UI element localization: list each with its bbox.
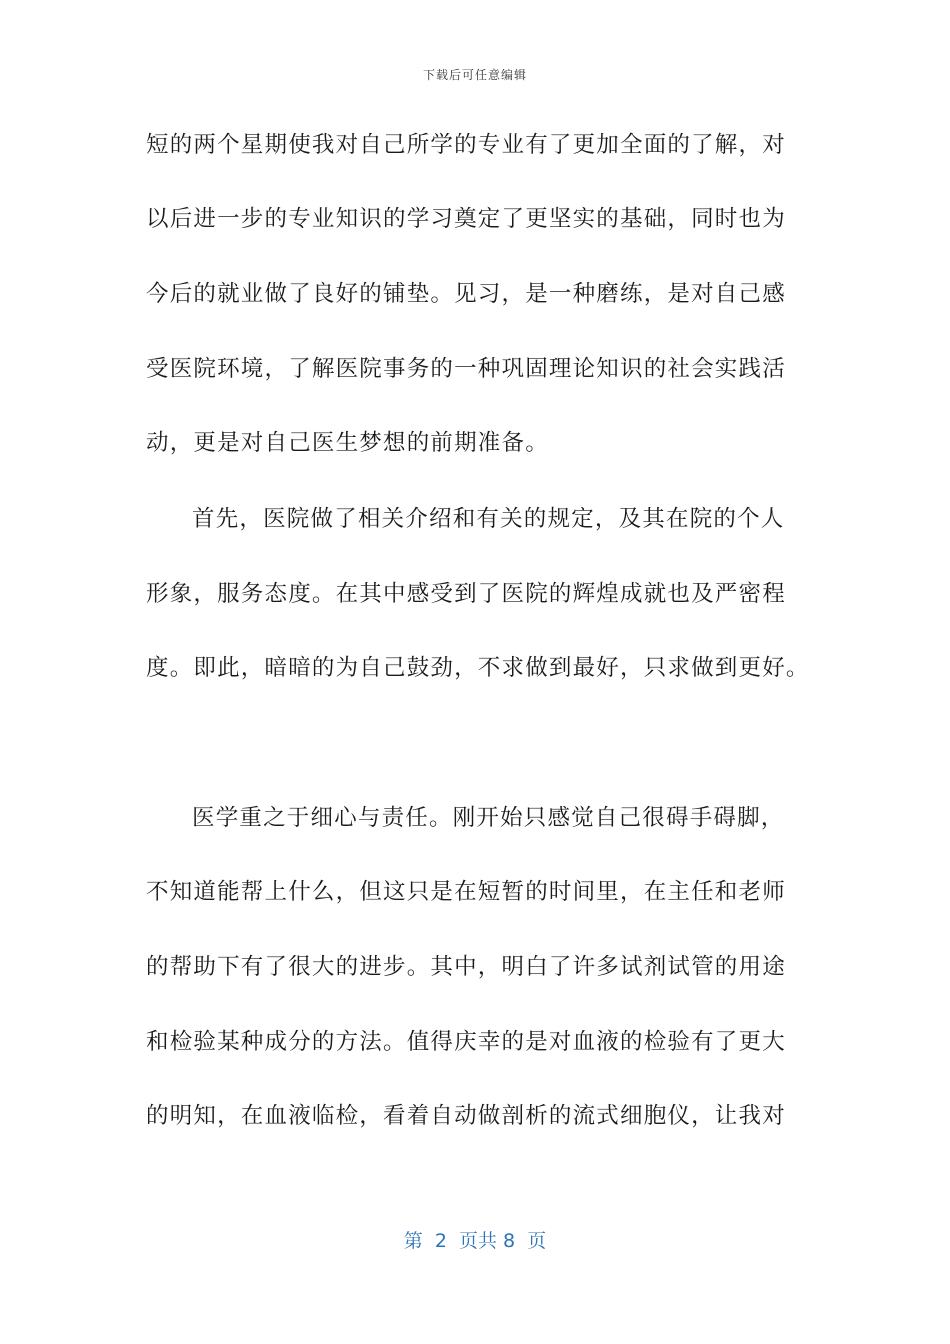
body-line: 今后的就业做了良好的铺垫。见习，是一种磨练，是对自己感 <box>146 281 786 307</box>
body-line: 的明知，在血液临检，看着自动做剖析的流式细胞仪，让我对 <box>146 1103 786 1129</box>
page-number-footer: 第 2 页共 8 页 <box>403 1230 547 1252</box>
body-line: 短的两个星期使我对自己所学的专业有了更加全面的了解，对 <box>146 132 786 158</box>
body-line: 度。即此，暗暗的为自己鼓劲，不求做到最好，只求做到更好。 <box>146 655 810 681</box>
body-line: 形象，服务态度。在其中感受到了医院的辉煌成就也及严密程 <box>146 581 786 607</box>
paragraph-first-line: 医学重之于细心与责任。刚开始只感觉自己很碍手碍脚， <box>192 805 785 831</box>
body-line: 以后进一步的专业知识的学习奠定了更坚实的基础，同时也为 <box>146 206 786 232</box>
body-line: 的帮助下有了很大的进步。其中，明白了许多试剂试管的用途 <box>146 954 786 980</box>
paragraph-first-line: 首先，医院做了相关介绍和有关的规定，及其在院的个人 <box>192 506 785 532</box>
page-header: 下载后可任意编辑 <box>422 68 527 82</box>
body-line: 和检验某种成分的方法。值得庆幸的是对血液的检验有了更大 <box>146 1029 786 1055</box>
body-line: 受医院环境，了解医院事务的一种巩固理论知识的社会实践活 <box>146 356 786 382</box>
body-line: 动，更是对自己医生梦想的前期准备。 <box>146 430 549 456</box>
body-line: 不知道能帮上什么，但这只是在短暂的时间里，在主任和老师 <box>146 879 786 905</box>
